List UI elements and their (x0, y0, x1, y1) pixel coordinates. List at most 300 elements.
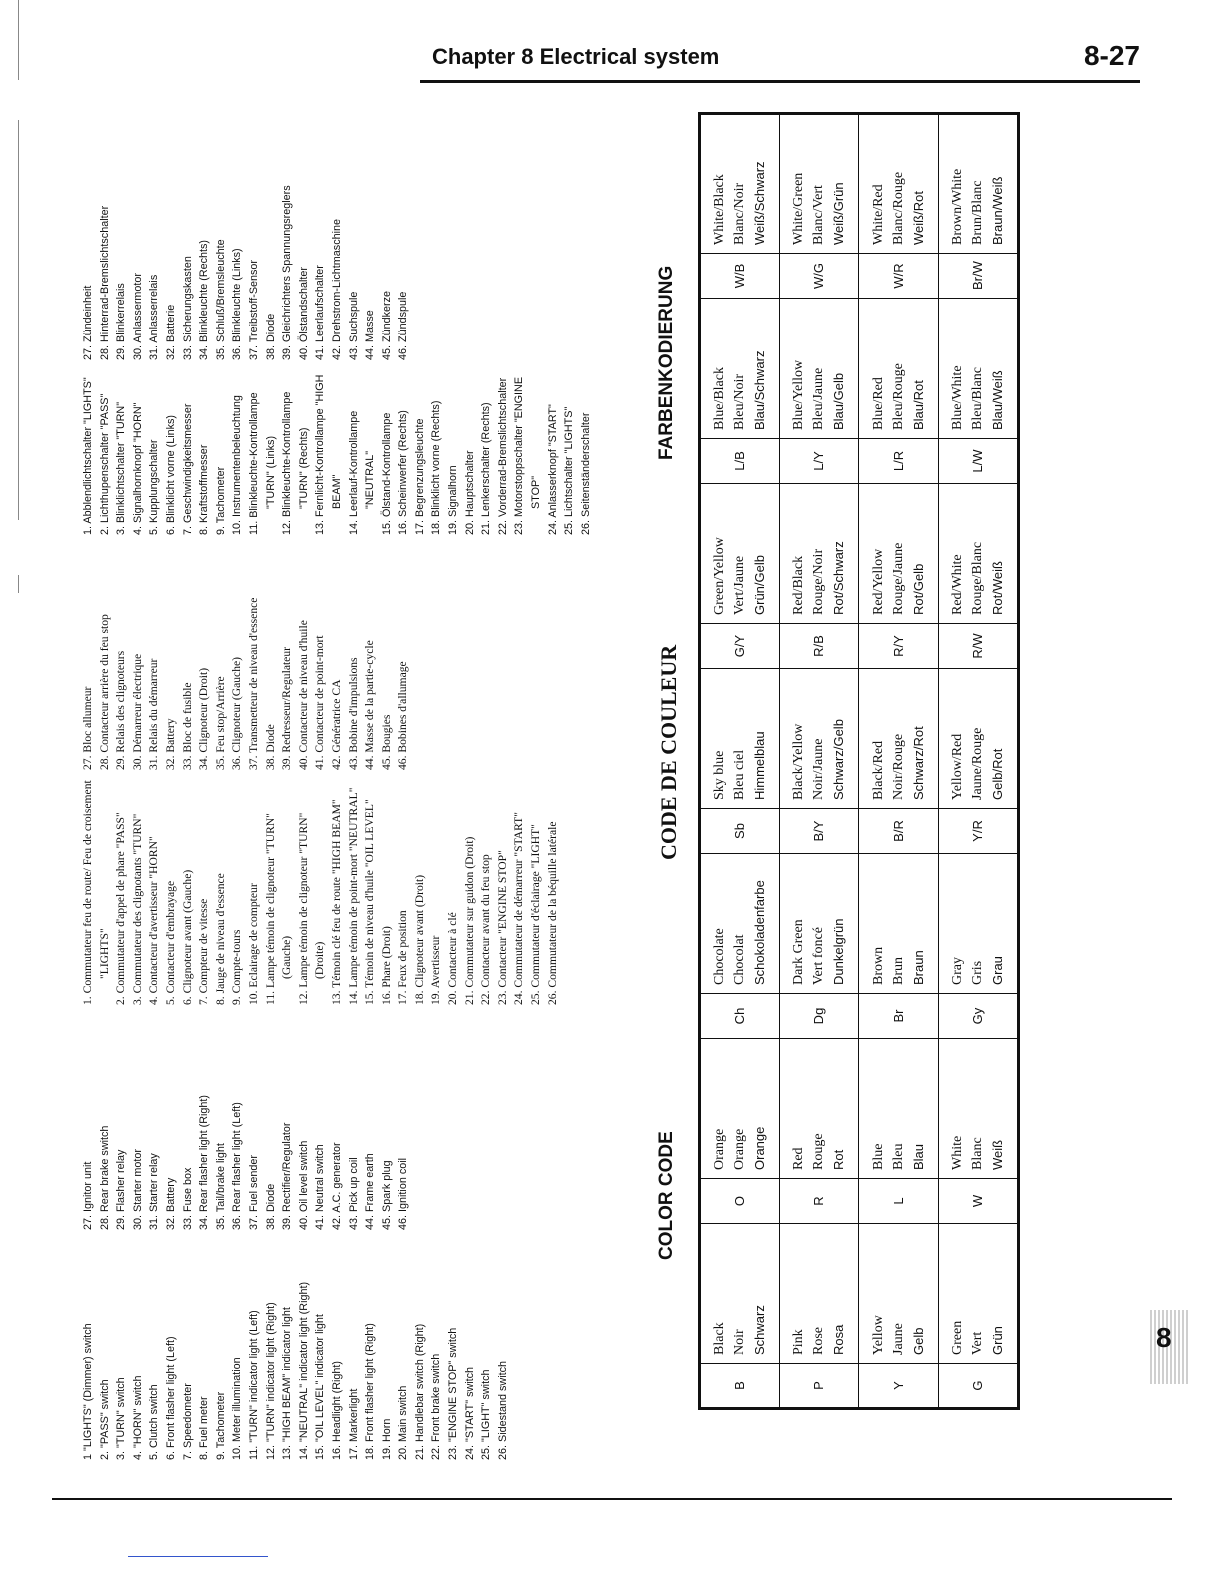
color-names (700, 299, 780, 439)
color-name: White/Green (791, 172, 807, 245)
color-abbreviation: W (938, 1179, 1018, 1224)
legend-item: 27. Ignitor unit (82, 1161, 94, 1230)
legend-item: 12. Blinkleuchte-Kontrollampe "TURN" (Rechts) (281, 391, 310, 535)
color-name: Bleu (890, 1143, 906, 1170)
color-names (700, 669, 780, 809)
color-name: White (949, 1135, 965, 1170)
legend-item: 6. Front flasher light (Left) (164, 1336, 177, 1460)
color-names (780, 1039, 859, 1179)
color-name: Braun/Weiß (989, 176, 1005, 245)
legend-item: 33. Sicherungskasten (181, 256, 194, 360)
margin-line (18, 120, 19, 520)
color-name: Bleu ciel (732, 749, 748, 800)
legend-item: 1. Commutateur feu de route/ Feu de croisement "LIGHTS" (81, 780, 111, 1005)
color-abbreviation: L (859, 1179, 938, 1224)
legend-item: 22. Front brake switch (430, 1353, 443, 1460)
legend-en-column-1 (80, 1235, 511, 1460)
legend-en-column-2 (80, 1005, 412, 1230)
color-name: White/Red (870, 184, 886, 245)
page-number: 8-27 (1083, 40, 1140, 71)
legend-item: 33. Fuse box (181, 1167, 194, 1230)
header-rule (420, 80, 1140, 83)
color-names (700, 1224, 780, 1364)
color-name: Bleu/Rouge (890, 363, 906, 430)
legend-item: 9. Tachometer (214, 1391, 227, 1460)
legend-item: 36. Blinkleuchte (Links) (231, 248, 244, 360)
color-abbreviation: Ch (700, 994, 780, 1039)
legend-item: 40. Oil level switch (297, 1140, 310, 1230)
legend-item: 18. Front flasher light (Right) (364, 1323, 377, 1460)
color-names (780, 1224, 859, 1364)
color-name: Rot (831, 1149, 847, 1170)
color-name: Braun (910, 950, 926, 985)
legend-item: 34. Blinkleuchte (Rechts) (198, 239, 211, 360)
color-abbreviation: Br (859, 994, 938, 1039)
color-name: Rot/Gelb (910, 563, 926, 615)
legend-item: 41. Neutral switch (314, 1144, 327, 1230)
legend-item: 3. Commutateur des clignotants "TURN" (130, 813, 144, 1005)
color-abbreviation: L/Y (780, 439, 859, 484)
legend-item: 25. Lichtschalter "LIGHTS" (563, 406, 576, 535)
legend-item: 19. Horn (380, 1418, 393, 1460)
legend-item: 20. Main switch (397, 1385, 410, 1460)
legend-item: 41. Contacteur de point-mort (313, 635, 327, 770)
legend-item: 39. Gleichrichters Spannungsreglers (281, 185, 294, 360)
color-name: Weiß/Schwarz (752, 161, 768, 245)
legend-item: 17. Begrenzungsleuchte (413, 418, 426, 535)
color-abbreviation: P (780, 1364, 859, 1409)
color-name: Pink (791, 1329, 807, 1355)
color-name: Sky blue (712, 750, 728, 800)
legend-item: 27. Zündeinheit (82, 285, 94, 360)
legend-item: 21. Commutateur sur guidon (Droit) (462, 836, 476, 1005)
color-names (859, 484, 938, 624)
color-names (700, 1039, 780, 1179)
legend-de-column-2 (80, 180, 412, 360)
legend-item: 14. Lampe témoin de point-mort "NEUTRAL" (346, 787, 360, 1005)
color-abbreviation: G (938, 1364, 1018, 1409)
legend-item: 29. Relais des clignoteurs (114, 650, 128, 770)
legend-item: 24. Commutateur de démarreur "START" (512, 812, 526, 1005)
legend-item: 10. Meter illumination (231, 1357, 244, 1460)
legend-item: 28. Rear brake switch (98, 1125, 111, 1230)
color-name: Rouge/Blanc (969, 541, 985, 615)
legend-item: 7. Speedometer (181, 1383, 194, 1460)
legend-item: 3. Blinklichtschalter "TURN" (115, 401, 128, 535)
legend-item: 22. Vorderrad-Bremslichtschalter (496, 377, 509, 535)
color-abbreviation: Gy (938, 994, 1018, 1039)
color-abbreviation: Y/R (938, 809, 1018, 854)
color-name: Himmelblau (752, 731, 768, 800)
margin-line (18, 575, 19, 593)
color-abbreviation: W/R (859, 254, 938, 299)
legend-item: 35. Schluß/Bremsleuchte (214, 239, 227, 360)
legend-item: 3. "TURN" switch (115, 1377, 128, 1460)
color-name: Bleu/Jaune (811, 367, 827, 430)
color-name: Vert (969, 1331, 985, 1355)
legend-item: 33. Bloc de fusible (180, 682, 194, 770)
legend-item: 14. "NEUTRAL" indicator light (Right) (297, 1281, 310, 1460)
legend-item: 32. Battery (163, 718, 177, 770)
color-name: Blue/Red (870, 377, 886, 430)
legend-item: 13. Fernlicht-Kontrollampe "HIGH BEAM" (314, 374, 343, 535)
legend-item: 17. Feux de position (396, 910, 410, 1005)
color-name: Black/Red (870, 740, 886, 800)
legend-item: 43. Bobine d'impulsions (346, 657, 360, 770)
color-abbreviation: Sb (700, 809, 780, 854)
color-name: Grün (989, 1326, 1005, 1355)
color-names (700, 854, 780, 994)
legend-item: 26. Seitenständerschalter (579, 412, 592, 535)
legend-item: 38. Diode (264, 1183, 277, 1230)
legend-item: 37. Transmetteur de niveau d'essence (246, 597, 260, 770)
color-abbreviation: B/R (859, 809, 938, 854)
color-name: Blau (910, 1143, 926, 1170)
legend-item: 11. "TURN" indicator light (Left) (247, 1310, 260, 1460)
color-names (938, 484, 1018, 624)
legend-item: 44. Frame earth (364, 1153, 377, 1230)
legend-item: 9. Tachometer (214, 466, 227, 535)
color-abbreviation: Dg (780, 994, 859, 1039)
legend-de-column-1 (80, 360, 594, 535)
legend-item: 7. Compteur de vitesse (197, 898, 211, 1005)
legend-item: 2. Lichthupenschalter "PASS" (98, 393, 111, 535)
color-names (780, 854, 859, 994)
color-name: Brown/White (949, 168, 965, 245)
color-name: Bleu/Noir (732, 374, 748, 430)
color-name: Grün/Gelb (752, 555, 768, 615)
legend-item: 1. Abblendlichtschalter "LIGHTS" (82, 377, 94, 535)
color-names (780, 114, 859, 254)
legend-item: 6. Blinklicht vorne (Links) (164, 414, 177, 535)
legend-item: 44. Masse de la partie-cycle (363, 640, 377, 770)
color-names (780, 299, 859, 439)
color-code-title-en: COLOR CODE (656, 1131, 677, 1260)
color-names (859, 1224, 938, 1364)
legend-item: 37. Treibstoff-Sensor (247, 259, 260, 360)
legend-item: 16. Scheinwerfer (Rechts) (397, 410, 410, 535)
legend-item: 4. "HORN" switch (131, 1375, 144, 1460)
legend-item: 11. Lampe témoin de clignoteur "TURN" (Gauche) (263, 813, 294, 1005)
legend-item: 37. Fuel sender (247, 1154, 260, 1230)
color-abbreviation: Br/W (938, 254, 1018, 299)
legend-item: 45. Spark plug (380, 1160, 393, 1230)
legend-item: 8. Kraftstoffmesser (198, 444, 211, 535)
legend-item: 43. Pick up coil (347, 1157, 360, 1230)
color-name: Schwarz (752, 1305, 768, 1355)
color-name: Brun (890, 957, 906, 985)
color-name: Weiß (989, 1139, 1005, 1170)
legend-item: 12. Lampe témoin de clignoteur "TURN" (Droite) (296, 812, 327, 1005)
color-name: Blue/Yellow (791, 359, 807, 430)
legend-item: 13. Témoin clé feu de route "HIGH BEAM" (329, 799, 343, 1005)
legend-item: 23. Motorstoppschalter "ENGINE STOP" (513, 376, 543, 535)
legend-item: 14. Leerlauf-Kontrollampe "NEUTRAL" (347, 410, 377, 535)
color-name: Gelb/Rot (989, 748, 1005, 800)
legend-item: 29. Blinkerrelais (115, 283, 128, 360)
color-name: Rot/Schwarz (831, 541, 847, 615)
legend-item: 39. Rectifier/Regulator (281, 1122, 294, 1230)
color-names (938, 669, 1018, 809)
color-abbreviation: L/R (859, 439, 938, 484)
legend-item: 6. Clignoteur avant (Gauche) (180, 869, 194, 1005)
legend-item: 40. Ölstandschalter (297, 266, 310, 360)
legend-item: 23. Contacteur "ENGINE STOP" (495, 850, 509, 1005)
legend-item: 31. Starter relay (148, 1153, 161, 1230)
legend-item: 30. Démarreur électrique (130, 653, 144, 770)
legend-item: 17. Markerlight (347, 1388, 360, 1460)
color-abbreviation: W/G (780, 254, 859, 299)
color-name: Grau (989, 956, 1005, 985)
color-name: Green (949, 1320, 965, 1355)
color-abbreviation: B (700, 1364, 780, 1409)
color-name: Gray (949, 957, 965, 985)
legend-item: 1 "LIGHTS" (Dimmer) switch (82, 1323, 94, 1460)
color-names (700, 114, 780, 254)
color-names (859, 854, 938, 994)
color-name: Noir (732, 1329, 748, 1355)
color-name: Red/Black (791, 555, 807, 615)
color-name: Yellow/Red (949, 733, 965, 800)
legend-item: 24. "START" switch (463, 1366, 476, 1460)
color-name: Schwarz/Rot (910, 726, 926, 800)
color-abbreviation: G/Y (700, 624, 780, 669)
legend-item: 34. Rear flasher light (Right) (198, 1094, 211, 1230)
legend-item: 46. Ignition coil (397, 1157, 410, 1230)
page-header (420, 40, 1140, 80)
color-names (859, 669, 938, 809)
legend-item: 12. "TURN" indicator light (Right) (264, 1302, 277, 1460)
legend-item: 20. Contacteur à clé (446, 912, 460, 1005)
color-name: Blue/Black (712, 367, 728, 430)
legend-item: 40. Contacteur de niveau d'huile (296, 620, 310, 770)
color-name: Rouge/Noir (811, 548, 827, 615)
legend-item: 15. Témoin de niveau d'huile "OIL LEVEL" (363, 799, 377, 1005)
legend-item: 2. Commutateur d'appel de phare "PASS" (114, 812, 128, 1005)
color-abbreviation: R (780, 1179, 859, 1224)
color-name: Green/Yellow (712, 537, 728, 615)
color-abbreviation: R/B (780, 624, 859, 669)
color-name: Jaune/Rouge (969, 727, 985, 800)
legend-item: 5. Kupplungschalter (148, 439, 161, 535)
color-name: Noir/Rouge (890, 733, 906, 800)
legend-item: 22. Contacteur avant du feu stop (479, 854, 493, 1005)
color-name: Chocolate (712, 928, 728, 985)
color-name: Rouge/Jaune (890, 542, 906, 615)
legend-item: 30. Anlassermotor (131, 272, 144, 360)
legend-fr-column-1 (80, 775, 561, 1005)
margin-line (18, 0, 19, 80)
color-name: Blau/Rot (910, 380, 926, 430)
legend-item: 25. "LIGHT" switch (480, 1369, 493, 1460)
legend-item: 26. Sidestand switch (496, 1360, 509, 1460)
color-name: Rosa (831, 1324, 847, 1355)
color-abbreviation: O (700, 1179, 780, 1224)
color-names (700, 484, 780, 624)
color-code-title-fr: CODE DE COULEUR (656, 644, 681, 860)
color-name: Weiß/Grün (831, 182, 847, 245)
color-abbreviation: R/Y (859, 624, 938, 669)
wiring-legend (80, 180, 640, 1460)
legend-item: 41. Leerlaufschalter (314, 265, 327, 360)
legend-item: 29. Flasher relay (115, 1149, 128, 1230)
color-name: Orange (732, 1128, 748, 1170)
legend-item: 45. Bougies (379, 714, 393, 770)
legend-item: 18. Clignoteur avant (Droit) (412, 874, 426, 1005)
chapter-title: Chapter 8 Electrical system (432, 44, 720, 69)
legend-item: 16. Headlight (Right) (330, 1360, 343, 1460)
legend-item: 5. Clutch switch (148, 1384, 161, 1460)
color-names (938, 299, 1018, 439)
color-name: Red (791, 1147, 807, 1170)
color-name: Blanc/Rouge (890, 171, 906, 245)
color-name: Rouge (811, 1133, 827, 1170)
color-name: Rose (811, 1327, 827, 1355)
legend-item: 42. Drehstrom-Lichtmaschine (330, 218, 343, 360)
color-names (938, 1039, 1018, 1179)
color-name: Chocolat (732, 934, 748, 985)
color-name: Brun/Blanc (969, 180, 985, 245)
legend-item: 27. Bloc allumeur (81, 686, 94, 770)
color-name: Jaune (890, 1323, 906, 1355)
legend-item: 46. Bobines d'allumage (396, 661, 410, 770)
footer-link-line (128, 1556, 268, 1557)
color-abbreviation: W/B (700, 254, 780, 299)
color-name: Schokoladenfarbe (752, 880, 768, 985)
color-names (780, 669, 859, 809)
legend-item: 24. Anlasserknopf "START" (546, 404, 559, 535)
color-name: Brown (870, 946, 886, 985)
color-abbreviation: B/Y (780, 809, 859, 854)
legend-item: 36. Rear flasher light (Left) (231, 1102, 244, 1230)
legend-item: 4. Signalhornknopf "HORN" (131, 402, 144, 535)
color-name: Dunkelgrün (831, 918, 847, 985)
color-code-title-de: FARBENKODIERUNG (656, 265, 677, 460)
color-name: Blue/White (949, 365, 965, 430)
legend-item: 46. Zündspule (397, 291, 410, 360)
color-name: Blanc (969, 1137, 985, 1170)
color-name: Blanc/Vert (811, 185, 827, 245)
legend-item: 44. Masse (364, 310, 377, 360)
chapter-tab-label: 8 (1156, 1322, 1172, 1353)
color-name: Red/Yellow (870, 548, 886, 615)
color-name: Black (712, 1322, 728, 1355)
legend-item: 26. Commutateur de la béquille latérale (545, 821, 559, 1005)
color-row (938, 114, 1018, 1409)
legend-item: 42. A.C. generator (330, 1142, 343, 1230)
color-name: Yellow (870, 1315, 886, 1355)
color-name: Orange (712, 1128, 728, 1170)
color-name: Weiß/Rot (910, 191, 926, 245)
color-name: Orange (752, 1126, 768, 1170)
color-names (938, 854, 1018, 994)
color-name: White/Black (712, 174, 728, 245)
legend-item: 8. Fuel meter (198, 1396, 211, 1460)
legend-item: 31. Anlasserrelais (148, 274, 161, 360)
footer-rule (52, 1498, 1172, 1500)
legend-item: 23. "ENGINE STOP" switch (447, 1327, 460, 1460)
color-name: Red/White (949, 554, 965, 615)
legend-item: 10. Eclairage de compteur (246, 883, 260, 1005)
legend-item: 28. Hinterrad-Bremslichtschalter (98, 205, 111, 360)
color-name: Gris (969, 960, 985, 985)
color-name: Bleu/Blanc (969, 367, 985, 430)
legend-item: 35. Feu stop/Arrière (213, 676, 227, 770)
legend-fr-column-2 (80, 540, 412, 770)
color-names (859, 114, 938, 254)
legend-item: 38. Diode (263, 724, 277, 770)
legend-item: 45. Zündkerze (380, 290, 393, 360)
legend-item: 31. Relais du démarreur (147, 658, 161, 770)
color-row (859, 114, 938, 1409)
color-code-table (698, 112, 1020, 1410)
legend-item: 32. Batterie (164, 304, 177, 360)
color-name: Rot/Weiß (989, 561, 1005, 615)
legend-item: 34. Clignoteur (Droit) (197, 667, 211, 770)
color-names (780, 484, 859, 624)
legend-item: 13. "HIGH BEAM" indicator light (281, 1307, 294, 1460)
color-row (700, 114, 780, 1409)
rotated-content (80, 161, 1080, 1460)
color-name: Blau/Schwarz (752, 350, 768, 430)
color-abbreviation: L/W (938, 439, 1018, 484)
legend-item: 16. Phare (Droit) (379, 926, 393, 1005)
color-name: Schwarz/Gelb (831, 719, 847, 800)
legend-item: 35. Tail/brake light (214, 1143, 227, 1230)
color-name: Vert foncé (811, 927, 827, 985)
legend-item: 39. Redresseur/Regulateur (280, 647, 294, 770)
legend-item: 38. Diode (264, 313, 277, 360)
color-code-section (640, 120, 1080, 1460)
legend-item: 4. Contacteur d'avertisseur "HORN" (147, 836, 161, 1005)
color-names (859, 299, 938, 439)
legend-item: 21. Handlebar switch (Right) (413, 1323, 426, 1460)
legend-item: 8. Jauge de niveau d'essence (213, 873, 227, 1005)
color-name: Blau/Weiß (989, 370, 1005, 430)
color-abbreviation: R/W (938, 624, 1018, 669)
legend-item: 2. "PASS" switch (98, 1379, 111, 1460)
legend-item: 25. Commutateur d'éclairage "LIGHT" (529, 824, 543, 1005)
color-name: Dark Green (791, 919, 807, 985)
legend-item: 30. Starter motor (131, 1148, 144, 1230)
legend-item: 7. Geschwindigkeitsmesser (181, 403, 194, 535)
legend-item: 20. Hauptschalter (463, 450, 476, 535)
color-name: Blau/Gelb (831, 372, 847, 430)
legend-item: 11. Blinkleuchte-Kontrollampe "TURN" (Links) (247, 392, 277, 535)
legend-item: 19. Avertisseur (429, 935, 443, 1005)
color-abbreviation: Y (859, 1364, 938, 1409)
color-name: Black/Yellow (791, 723, 807, 800)
color-name: Vert/Jaune (732, 555, 748, 615)
color-name: Gelb (910, 1327, 926, 1355)
legend-item: 9. Compte-tours (230, 929, 244, 1005)
color-name: Noir/Jaune (811, 738, 827, 800)
color-name: Blue (870, 1143, 886, 1170)
legend-item: 19. Signalhorn (447, 465, 460, 535)
legend-item: 21. Lenkerschalter (Rechts) (480, 402, 493, 535)
legend-item: 28. Contacteur arrière du feu stop (97, 614, 111, 770)
color-names (938, 114, 1018, 254)
color-name: Blanc/Noir (732, 182, 748, 245)
legend-item: 36. Clignoteur (Gauche) (230, 656, 244, 770)
legend-item: 15. "OIL LEVEL" indicator light (314, 1314, 327, 1460)
legend-item: 10. Instrumentenbeleuchtung (231, 395, 244, 535)
legend-item: 42. Génératrice CA (329, 679, 343, 770)
color-names (859, 1039, 938, 1179)
color-abbreviation: L/B (700, 439, 780, 484)
color-names (938, 1224, 1018, 1364)
color-row (780, 114, 859, 1409)
